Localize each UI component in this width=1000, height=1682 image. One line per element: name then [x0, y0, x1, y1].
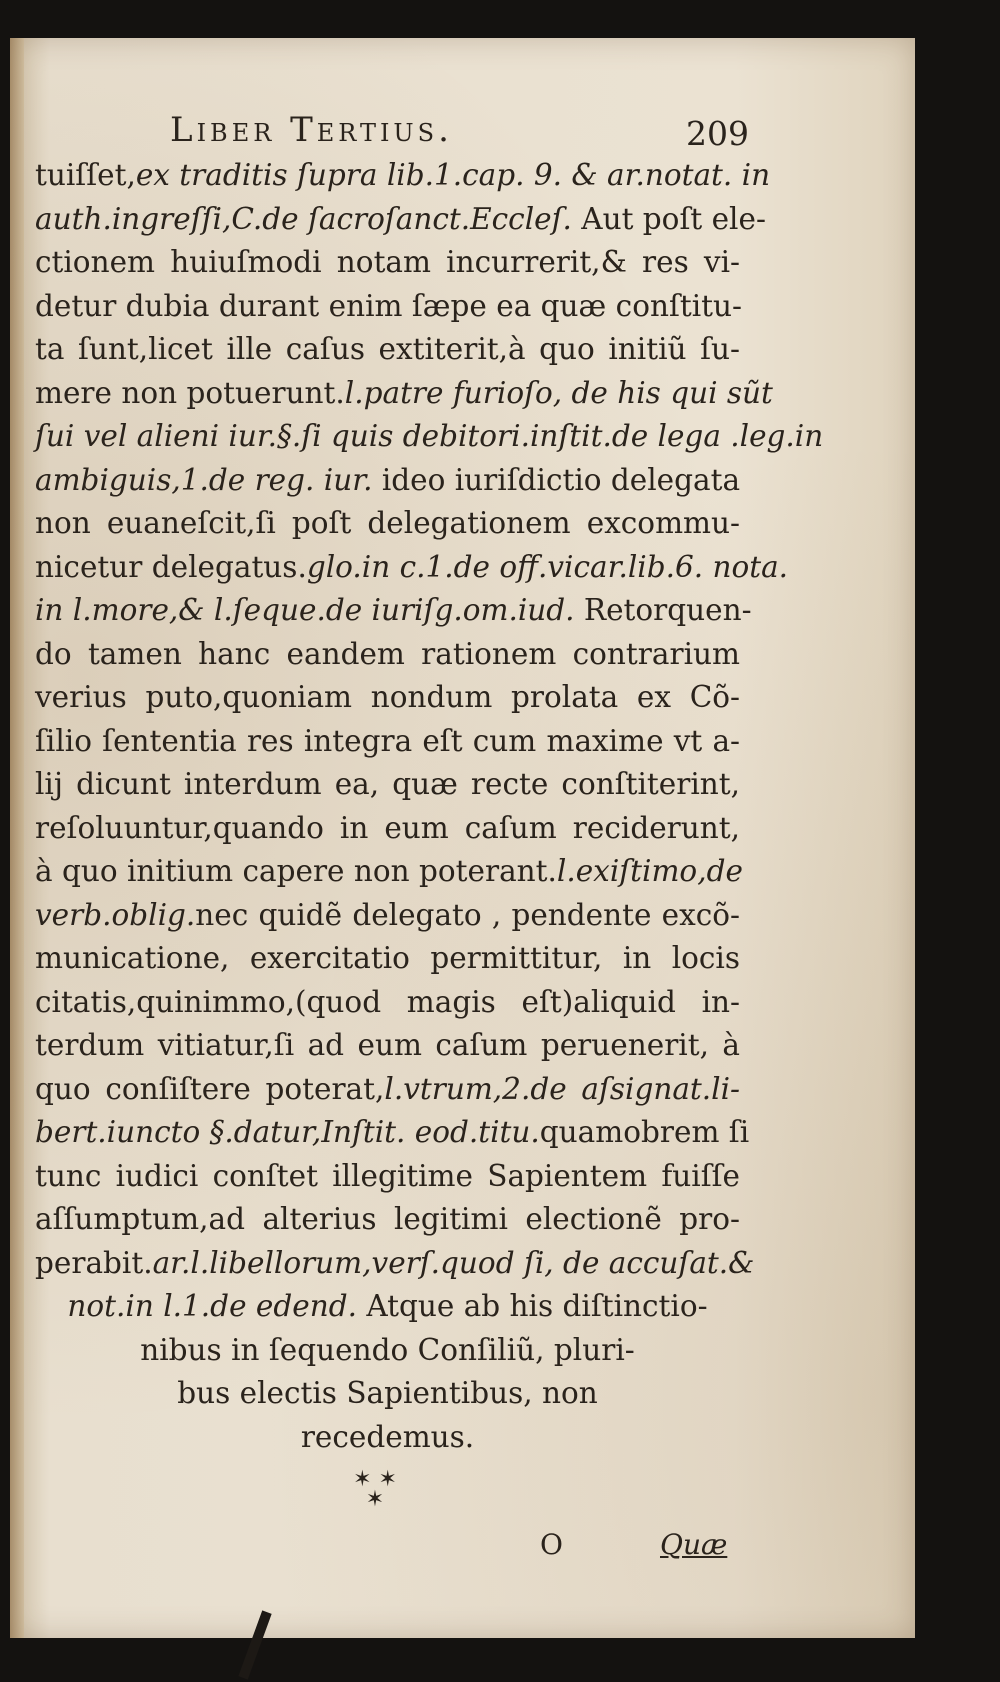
body-text: detur dubia durant enim ſæpe ea quæ conſtitu-: [35, 288, 742, 323]
asterism-ornament: [330, 1467, 420, 1512]
body-text: ſilio ſententia res integra eſt cum maxime vt a-: [35, 723, 740, 758]
text-line: [35, 1285, 740, 1329]
body-text: ta ſunt,licet ille caſus extiterit,à quo initiũ ſu-: [35, 332, 740, 366]
ornament-row: ✶: [365, 1487, 385, 1512]
text-line: [35, 1416, 740, 1460]
body-text: citatis,quinimmo,(quod magis eſt)aliquid in-: [35, 984, 740, 1019]
text-line: [35, 285, 740, 329]
text-line: [35, 1242, 755, 1286]
citation-text: not.in l.1.de edend.: [67, 1289, 357, 1323]
catchword: Quæ: [660, 1528, 728, 1561]
text-line: [35, 1068, 740, 1112]
body-text: Aut poſt ele-: [571, 201, 766, 236]
body-text: à quo initium capere non poterant.: [35, 854, 557, 888]
body-text: aſſumptum,ad alterius legitimi electionẽ pro-: [35, 1202, 740, 1236]
text-line: [35, 198, 766, 242]
text-line: [35, 1024, 740, 1068]
citation-text: ex traditis ſupra lib.1.cap. 9. & ar.notat. in: [135, 158, 771, 192]
text-line: [35, 763, 740, 807]
citation-text: l.patre furioſo, de his qui sũt: [344, 375, 773, 410]
book-page: [10, 38, 915, 1638]
citation-text: ar.l.libellorum,verſ.quod ſi, de accuſat.&: [152, 1245, 755, 1280]
citation-text: ambiguis,1.de reg. iur.: [35, 462, 373, 497]
text-line: [35, 1198, 740, 1242]
text-block: [35, 154, 824, 1459]
body-text: quo conſiſtere poterat,: [35, 1071, 385, 1106]
body-text: bus electis Sapientibus, non: [177, 1376, 598, 1410]
text-line: [35, 937, 740, 981]
body-text: quamobrem ſi: [539, 1115, 750, 1149]
citation-text: bert.iuncto §.datur,Inſtit. eod.titu.: [35, 1115, 540, 1149]
text-line: [35, 328, 740, 372]
running-head: Liber Tertius.: [170, 110, 453, 150]
text-line: [35, 459, 740, 503]
text-line: [35, 1111, 750, 1155]
ornament-row: ✶ ✶: [353, 1467, 397, 1492]
body-text: tuiſſet,: [35, 158, 136, 192]
body-text: terdum vitiatur,ſi ad eum caſum peruenerit, à: [35, 1028, 740, 1062]
signature-mark: O: [540, 1528, 563, 1561]
body-text: nec quidẽ delegato , pendente excõ-: [195, 897, 740, 932]
body-text: do tamen hanc eandem rationem contrarium: [35, 636, 740, 671]
body-text: lij dicunt interdum ea, quæ recte conſtiterint,: [35, 767, 740, 801]
text-line: [35, 807, 740, 851]
body-text: mere non potuerunt.: [35, 375, 345, 410]
text-line: [35, 1329, 740, 1373]
page-number: 209: [686, 114, 749, 153]
text-line: [35, 1372, 740, 1416]
text-line: [35, 1155, 740, 1199]
page-stain-mark: [238, 1610, 271, 1679]
page-gutter-shadow: [10, 38, 24, 1638]
citation-text: l.exiſtimo,de: [556, 854, 743, 888]
body-text: Atque ab his diſtinctio-: [356, 1289, 708, 1323]
body-text: municatione, exercitatio permittitur, in locis: [35, 941, 740, 975]
citation-text: glo.in c.1.de off.vicar.lib.6. nota.: [306, 549, 789, 584]
citation-text: l.vtrum,2.de aſsignat.li-: [384, 1071, 740, 1106]
text-line: [35, 589, 752, 633]
body-text: recedemus.: [300, 1419, 475, 1454]
text-line: [35, 676, 740, 720]
body-text: ctionem huiuſmodi notam incurrerit,& res vi-: [35, 245, 740, 279]
citation-text: in l.more,& l.ſeque.de iuriſg.om.iud.: [35, 593, 575, 627]
body-text: nibus in ſequendo Conſiliũ, pluri-: [140, 1332, 635, 1367]
citation-text: verb.oblig.: [35, 897, 196, 932]
citation-text: auth.ingreſſi,C.de ſacroſanct.Eccleſ.: [35, 201, 572, 236]
text-line: [35, 154, 771, 198]
body-text: verius puto,quoniam nondum prolata ex Cõ-: [35, 680, 740, 714]
text-line: [35, 546, 789, 590]
body-text: perabit.: [35, 1245, 153, 1280]
text-line: [35, 241, 740, 285]
body-text: reſoluuntur,quando in eum caſum reciderunt,: [35, 810, 740, 845]
body-text: tunc iudici conſtet illegitime Sapientem fuiſſe: [35, 1158, 740, 1193]
body-text: nicetur delegatus.: [35, 549, 307, 584]
text-line: [35, 894, 740, 938]
text-line: [35, 850, 743, 894]
text-line: [35, 720, 740, 764]
body-text: Retorquen-: [574, 593, 752, 627]
text-line: [35, 633, 740, 677]
text-line: [35, 372, 773, 416]
text-line: [35, 415, 824, 459]
text-line: [35, 981, 740, 1025]
body-text: ideo iuriſdictio delegata: [372, 462, 741, 497]
body-text: non euaneſcit,ſi poſt delegationem excommu-: [35, 506, 740, 540]
citation-text: ſui vel alieni iur.§.ſi quis debitori.inſtit.de lega .leg.in: [35, 419, 824, 453]
text-line: [35, 502, 740, 546]
